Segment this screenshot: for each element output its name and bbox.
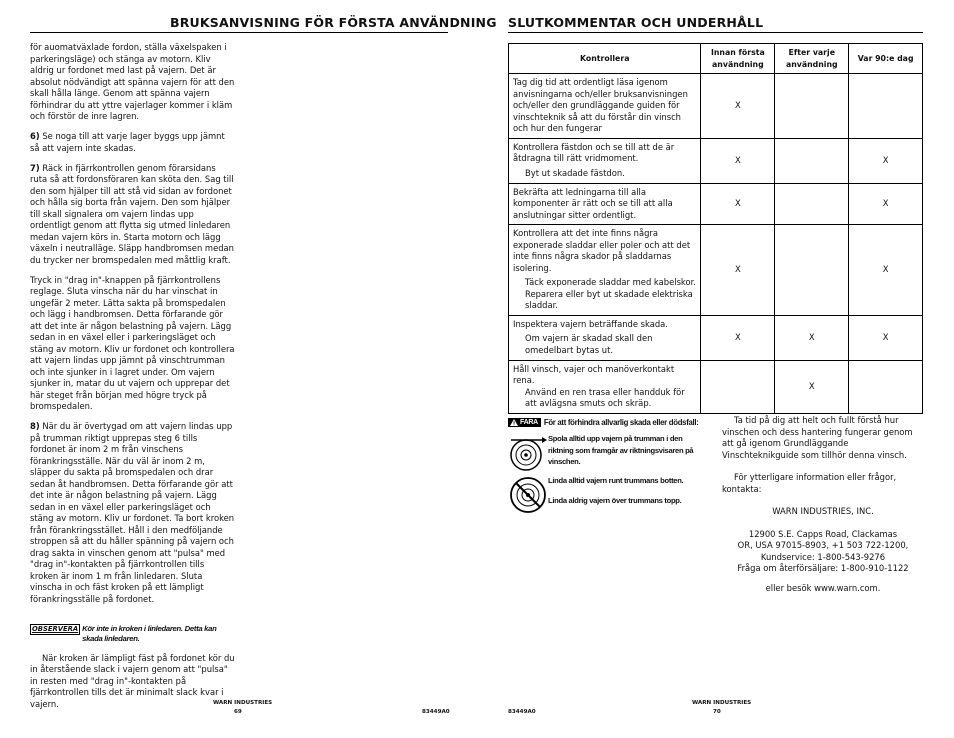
task-text: Håll vinsch, vajer och manöverkontakt rena. [513, 363, 675, 385]
right-footer-company: WARN INDUSTRIES [692, 700, 752, 706]
right-doc-code: 83449A0 [508, 709, 536, 715]
task-text: Kontrollera att det inte finns några exponerade sladdar eller poler och att det inte finns några skador på sladdarnas isolering. [513, 228, 691, 273]
left-page-number: 69 [234, 709, 242, 715]
table-row [509, 74, 923, 139]
prohibited-over-drum-icon [508, 475, 548, 515]
mark-before-first-use [701, 360, 775, 413]
left-footer-company: WARN INDUSTRIES [213, 700, 273, 706]
mark-before-first-use: X [701, 225, 775, 316]
danger-badge [508, 418, 541, 427]
task-subtext: Byt ut skadade fästdon. [525, 167, 625, 178]
contact-intro: För ytterligare information eller frågor, kontakta: [722, 472, 897, 494]
column-header-after-each-use: Efter varje användning [775, 44, 849, 74]
mark-after-each-use [775, 138, 849, 183]
warning-text-drum-bottom: Linda alltid vajern runt trummans botten. [548, 476, 684, 485]
notice-label: OBSERVERA [32, 624, 79, 633]
mark-after-each-use [775, 183, 849, 225]
warning-headline: För att förhindra allvarlig skada eller dödsfall: [543, 418, 699, 427]
table-row [509, 183, 923, 225]
task-cell [509, 74, 701, 139]
step-6-text: Se noga till att varje lager byggs upp jämnt så att vajern inte skadas. [30, 131, 225, 153]
mark-before-first-use: X [701, 74, 775, 139]
step-8-number: 8) [30, 421, 40, 431]
mark-every-90-days: X [849, 315, 923, 360]
task-text: Inspektera vajern beträffande skada. [513, 318, 668, 329]
mark-after-each-use: X [775, 315, 849, 360]
mark-every-90-days [849, 360, 923, 413]
warning-triangle-icon [510, 419, 518, 426]
mark-every-90-days [849, 74, 923, 139]
customer-service-phone: Kundservice: 1-800-543-9276 [760, 551, 886, 562]
step-6-number: 6) [30, 131, 40, 141]
task-subtext: Om vajern är skadad skall den omedelbart bytas ut. [525, 333, 653, 355]
task-subtext: Täck exponerade sladdar med kabelskor. Reparera eller byt ut skadade elektriska sladdar. [525, 277, 696, 310]
warning-text-drum-top: Linda aldrig vajern över trummans topp. [548, 495, 682, 505]
left-doc-code: 83449A0 [422, 709, 450, 715]
table-row [509, 138, 923, 183]
left-column [30, 42, 235, 719]
maintenance-table [508, 43, 923, 414]
column-header-check: Kontrollera [509, 44, 701, 74]
mark-before-first-use: X [701, 183, 775, 225]
task-cell [509, 183, 701, 225]
task-subtext: Använd en ren trasa eller handduk för att avlägsna smuts och skräp. [525, 386, 685, 408]
address-line-2: OR, USA 97015-8903, +1 503 722-1200, [737, 540, 909, 550]
column-header-before-first-use: Innan första användning [701, 44, 775, 74]
step-6 [30, 131, 235, 154]
closing-paragraph: Ta tid på dig att helt och fullt förstå hur vinschen och dess hantering fungerar genom att gå igenom Grundläggande Vinschteknikguide som tillhör denna vinsch. [722, 415, 913, 460]
task-cell [509, 138, 701, 183]
warning-lines [548, 475, 683, 506]
warning-header [508, 418, 708, 427]
table-row [509, 225, 923, 316]
table-row [509, 315, 923, 360]
right-column-text [722, 415, 924, 594]
task-cell [509, 315, 701, 360]
danger-badge-label: FARA [520, 419, 538, 426]
task-text: Kontrollera fästdon och se till att de är åtdragna till rätt vridmoment. [513, 141, 675, 164]
warning-item-drum-bottom [508, 475, 708, 515]
column-header-every-90-days: Var 90:e dag [849, 44, 923, 74]
mark-after-each-use: X [775, 360, 849, 413]
left-page-title: BRUKSANVISNING FÖR FÖRSTA ANVÄNDNING [30, 15, 448, 33]
drum-direction-icon [508, 433, 548, 473]
notice-box [30, 624, 235, 644]
right-page-title: SLUTKOMMENTAR OCH UNDERHÅLL [508, 15, 923, 33]
company-name: WARN INDUSTRIES, INC. [772, 506, 874, 516]
table-header-row [509, 44, 923, 74]
dealer-phone: Fråga om återförsäljare: 1-800-910-1122 [737, 563, 909, 573]
right-page-number: 70 [713, 709, 721, 715]
mark-after-each-use [775, 225, 849, 316]
step-8-text: När du är övertygad om att vajern lindas upp på trumman riktigt upprepas steg 6 tills fordonet är inom 2 m från vinschens förankringsställe. När du väl är inom 2 m, släpper du sakta på bromspedalen och drar sedan åt handbromsen. Detta förfarande gör att det inte är någon belastning på vajern. Lägg sedan in en växel eller parkeringsläget och stäng av motorn. Kliv ur fordonet. Ta bort kroken från förankringsstället. Håll i den medföljande stroppen så att du håller spänning på vajern och drag sakta in vinschen genom att "pulsa" med "drag in"-kontakten på fjärrkontrollen tills kroken är inom 1 m från linledaren. Sluta vinscha in och fäst kroken på ett lämpligt förankringsställe på fordonet. [30, 421, 235, 604]
intro-paragraph: för auomatväxlade fordon, ställa växelspaken i parkeringsläge) och stänga av motorn. Kliv aldrig ur fordonet med last på vajern. Det är absolut nödvändigt att spänna vajern för att den skall hålla länge. Genom att spänna vajern förhindrar du att yttre vajerlager kommer i kläm och förstör de inre lagren. [30, 42, 235, 121]
step-7 [30, 163, 235, 267]
mark-every-90-days: X [849, 225, 923, 316]
step-7-text: Räck in fjärrkontrollen genom förarsidans ruta så att fordonsföraren kan sköta den. Sag till den som hjälper till att stå vid sidan av fordonet och hålla sig borta från vajern. Den som hjälper till skall signalera om vajern lindas upp ordentligt genom att flytta sig utmed linledaren medan vajern körs in. Starta motorn och lägg växeln i neutralläge. Släpp handbromsen medan du trycker ner bromspedalen med måttlig kraft. [30, 162, 234, 265]
warning-text-spool-direction: Spola alltid upp vajern på trumman i den riktning som framgår av riktningsvisaren på vinschen. [548, 434, 694, 466]
warning-item-spool-direction [508, 433, 708, 473]
danger-warning [508, 418, 708, 515]
task-text: Bekräfta att ledningarna till alla komponenter är rätt och se till att alla anslutningar sitter ordentligt. [513, 186, 673, 220]
task-cell [509, 360, 701, 413]
step-8 [30, 421, 235, 605]
final-paragraph: När kroken är lämpligt fäst på fordonet kör du in återstående slack i vajern genom att "pulsa" in resten med "drag in"-kontakten på fjärrkontrollen tills det är minimalt slack kvar i vajern. [30, 652, 235, 709]
step-7-number: 7) [30, 162, 40, 173]
mark-before-first-use: X [701, 138, 775, 183]
task-cell [509, 225, 701, 316]
mark-every-90-days: X [849, 183, 923, 225]
task-text: Tag dig tid att ordentligt läsa igenom anvisningarna och/eller bruksanvisningen och/eller den grundläggande guiden för vinschteknik så att du förstår din vinsch och hur den fungerar [513, 77, 688, 133]
mark-before-first-use: X [701, 315, 775, 360]
notice-text: Kör inte in kroken i linledaren. Detta kan skada linledaren. [82, 623, 217, 643]
address-line-1: 12900 S.E. Capps Road, Clackamas [748, 528, 898, 539]
website-link[interactable]: eller besök www.warn.com. [765, 582, 881, 593]
drag-in-paragraph: Tryck in "drag in"-knappen på fjärrkontrollens reglage. Sluta vinscha när du har vinschat in ungefär 2 meter. Lätta sakta på bromspedalen och lägg i handbromsen. Detta förfarande gör att det inte är någon belastning på vajern. Lägg sedan in en växel eller i parkeringsläget och stäng av motorn. Kliv ur fordonet och kontrollera att vajern lindas upp jämnt på vinschtrumman och inte sjunker in i lagret under. Om vajern sjunker in, matar du ut vajern och upprepar det här steget från början med högre tryck på bromspedalen. [30, 274, 235, 411]
mark-every-90-days: X [849, 138, 923, 183]
table-row [509, 360, 923, 413]
mark-after-each-use [775, 74, 849, 139]
